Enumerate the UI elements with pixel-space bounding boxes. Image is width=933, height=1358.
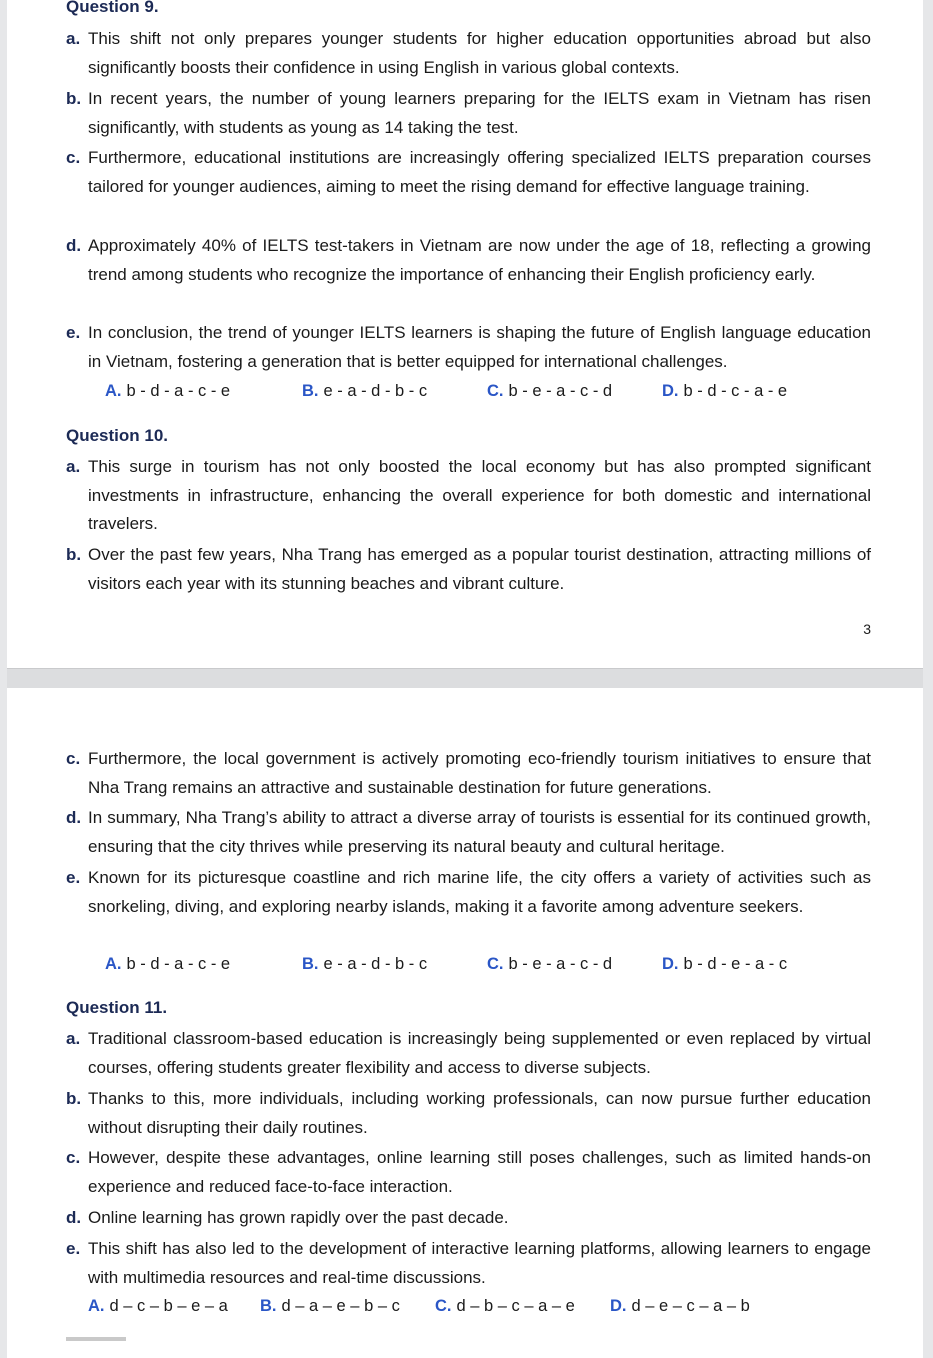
q10-item-b bbox=[66, 541, 871, 598]
option-label: C. bbox=[435, 1297, 452, 1315]
item-text: Furthermore, the local government is actively promoting eco-friendly tourism initiatives to ensure that Nha Trang remains an attractive and sustainable destination for future generations. bbox=[88, 749, 871, 797]
option-label: D. bbox=[610, 1297, 627, 1315]
option-label: C. bbox=[487, 955, 504, 973]
option-c[interactable] bbox=[487, 955, 612, 974]
item-label: b. bbox=[66, 1089, 82, 1108]
item-label: e. bbox=[66, 1239, 81, 1258]
option-label: B. bbox=[302, 955, 319, 973]
option-text: e - a - d - b - c bbox=[323, 955, 428, 973]
item-label: c. bbox=[66, 1148, 81, 1167]
option-a[interactable] bbox=[105, 955, 230, 974]
q9-item-e bbox=[66, 319, 871, 376]
option-d[interactable] bbox=[662, 955, 787, 974]
question-11-title: Question 11. bbox=[66, 998, 168, 1017]
option-d[interactable] bbox=[610, 1297, 750, 1316]
item-text: This shift has also led to the development of interactive learning platforms, allowing learners to engage with multimedia resources and real-time discussions. bbox=[88, 1239, 871, 1287]
q10-item-c bbox=[66, 745, 871, 802]
page-separator bbox=[7, 668, 923, 690]
option-a[interactable] bbox=[88, 1297, 228, 1316]
item-text: In summary, Nha Trang’s ability to attract a diverse array of tourists is essential for its continued growth, ensuring that the city thrives while preserving its natural beauty and cultural heritage. bbox=[88, 808, 871, 856]
q11-item-b bbox=[66, 1085, 871, 1142]
q9-item-d bbox=[66, 232, 871, 289]
q9-item-c bbox=[66, 144, 871, 201]
item-text: Traditional classroom-based education is increasingly being supplemented or even replaced by virtual courses, offering students greater flexibility and access to diverse subjects. bbox=[88, 1029, 871, 1077]
item-label: c. bbox=[66, 749, 81, 768]
option-text: b - d - a - c - e bbox=[126, 955, 231, 973]
option-text: d – c – b – e – a bbox=[109, 1297, 228, 1315]
option-text: b - d - a - c - e bbox=[126, 382, 231, 400]
option-label: D. bbox=[662, 382, 679, 400]
item-label: e. bbox=[66, 323, 81, 342]
item-text: Known for its picturesque coastline and rich marine life, the city offers a variety of activities such as snorkeling, diving, and exploring nearby islands, making it a favorite among adventure seekers. bbox=[88, 868, 871, 916]
item-text: Online learning has grown rapidly over the past decade. bbox=[88, 1208, 509, 1227]
q11-item-a bbox=[66, 1025, 871, 1082]
item-text: This surge in tourism has not only boosted the local economy but has also prompted significant investments in infrastructure, enhancing the overall experience for both domestic and international travelers. bbox=[88, 457, 871, 533]
item-text: Furthermore, educational institutions are increasingly offering specialized IELTS preparation courses tailored for younger audiences, aiming to meet the rising demand for effective language training. bbox=[88, 148, 871, 196]
option-a[interactable] bbox=[105, 382, 230, 401]
item-label: d. bbox=[66, 1208, 82, 1227]
question-10-title: Question 10. bbox=[66, 426, 169, 445]
option-text: e - a - d - b - c bbox=[323, 382, 428, 400]
option-label: A. bbox=[88, 1297, 105, 1315]
q10-item-d bbox=[66, 804, 871, 861]
q10-item-e bbox=[66, 864, 871, 921]
option-c[interactable] bbox=[487, 382, 612, 401]
q9-item-a bbox=[66, 25, 871, 82]
option-label: A. bbox=[105, 955, 122, 973]
item-text: In recent years, the number of young learners preparing for the IELTS exam in Vietnam has risen significantly, with students as young as 14 taking the test. bbox=[88, 89, 871, 137]
item-label: c. bbox=[66, 148, 81, 167]
option-text: b - e - a - c - d bbox=[508, 382, 613, 400]
q11-item-d bbox=[66, 1204, 871, 1233]
option-text: d – a – e – b – c bbox=[281, 1297, 400, 1315]
option-text: b - e - a - c - d bbox=[508, 955, 613, 973]
q11-item-e bbox=[66, 1235, 871, 1292]
item-text: However, despite these advantages, online learning still poses challenges, such as limited hands-on experience and reduced face-to-face interaction. bbox=[88, 1148, 871, 1196]
q10-item-a bbox=[66, 453, 871, 539]
option-label: C. bbox=[487, 382, 504, 400]
option-text: b - d - e - a - c bbox=[683, 955, 788, 973]
item-text: Over the past few years, Nha Trang has emerged as a popular tourist destination, attracting millions of visitors each year with its stunning beaches and vibrant culture. bbox=[88, 545, 871, 593]
option-text: b - d - c - a - e bbox=[683, 382, 788, 400]
item-label: b. bbox=[66, 545, 82, 564]
option-label: B. bbox=[302, 382, 319, 400]
q11-item-c bbox=[66, 1144, 871, 1201]
cut-off-text-fragment bbox=[66, 1337, 126, 1341]
item-text: Approximately 40% of IELTS test-takers in Vietnam are now under the age of 18, reflecting a growing trend among students who recognize the importance of enhancing their English proficiency early. bbox=[88, 236, 871, 284]
option-text: d – e – c – a – b bbox=[631, 1297, 750, 1315]
item-label: e. bbox=[66, 868, 81, 887]
item-label: d. bbox=[66, 236, 82, 255]
option-text: d – b – c – a – e bbox=[456, 1297, 575, 1315]
option-c[interactable] bbox=[435, 1297, 575, 1316]
option-b[interactable] bbox=[302, 382, 427, 401]
option-b[interactable] bbox=[302, 955, 427, 974]
option-label: B. bbox=[260, 1297, 277, 1315]
item-label: a. bbox=[66, 457, 81, 476]
item-text: This shift not only prepares younger students for higher education opportunities abroad but also significantly boosts their confidence in using English in various global contexts. bbox=[88, 29, 871, 77]
option-d[interactable] bbox=[662, 382, 787, 401]
item-label: a. bbox=[66, 29, 81, 48]
q9-item-b bbox=[66, 85, 871, 142]
question-9-title: Question 9. bbox=[66, 0, 159, 16]
item-text: In conclusion, the trend of younger IELTS learners is shaping the future of English language education in Vietnam, fostering a generation that is better equipped for international challenges. bbox=[88, 323, 871, 371]
item-label: a. bbox=[66, 1029, 81, 1048]
page-number: 3 bbox=[863, 621, 871, 637]
item-label: d. bbox=[66, 808, 82, 827]
item-label: b. bbox=[66, 89, 82, 108]
item-text: Thanks to this, more individuals, including working professionals, can now pursue further education without disrupting their daily routines. bbox=[88, 1089, 871, 1137]
option-b[interactable] bbox=[260, 1297, 400, 1316]
option-label: D. bbox=[662, 955, 679, 973]
option-label: A. bbox=[105, 382, 122, 400]
